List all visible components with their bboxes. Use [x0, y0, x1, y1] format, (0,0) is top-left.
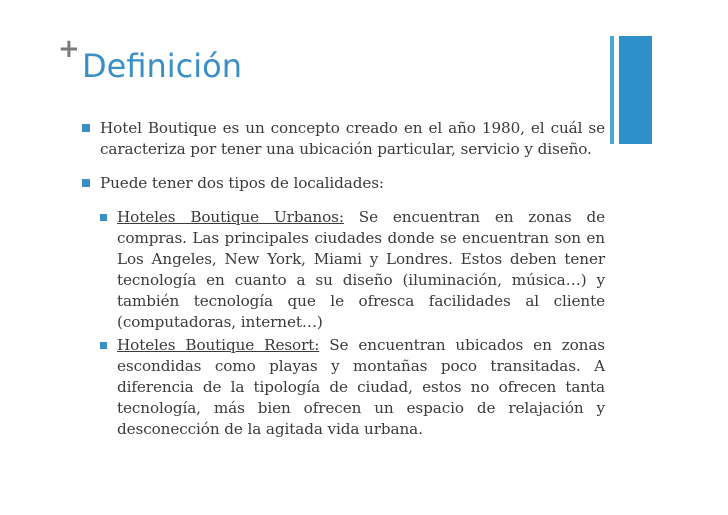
- bullet-item: [80, 173, 605, 194]
- plus-mark: +: [58, 34, 80, 64]
- slide-title: Definición: [82, 47, 242, 85]
- square-bullet-icon: [100, 214, 107, 221]
- square-bullet-icon: [100, 342, 107, 349]
- sub-bullet-text: Se encuentran ubicados en zonas escondidas como playas y montañas poco transitadas. A diferencia de la tipología de ciudad, estos no ofrecen tanta tecnología, más bien ofrecen un espacio de relajación y desconección de la agitada vida urbana.: [117, 336, 605, 438]
- sub-bullet-item: [98, 335, 605, 440]
- accent-bar-thin: [610, 36, 614, 144]
- sub-bullet-item: [98, 207, 605, 333]
- square-bullet-icon: [82, 124, 90, 132]
- slide-content: [80, 118, 605, 442]
- term-hoteles-resort: Hoteles Boutique Resort:: [117, 336, 320, 354]
- sub-bullet-text: Se encuentran en zonas de compras. Las principales ciudades donde se encuentran son en Los Angeles, New York, Miami y Londres. Estos deben tener tecnología en cuanto a su diseño (iluminación, música…) y también tecnología que le ofresca facilidades al cliente (computadoras, internet…): [117, 208, 605, 331]
- accent-bar-thick: [619, 36, 652, 144]
- bullet-text: Hotel Boutique es un concepto creado en el año 1980, el cuál se caracteriza por tener una ubicación particular, servicio y diseño.: [100, 119, 605, 158]
- term-hoteles-urbanos: Hoteles Boutique Urbanos:: [117, 208, 344, 226]
- sub-bullet-list: [80, 207, 605, 440]
- bullet-item: [80, 118, 605, 160]
- square-bullet-icon: [82, 179, 90, 187]
- bullet-text: Puede tener dos tipos de localidades:: [100, 174, 384, 192]
